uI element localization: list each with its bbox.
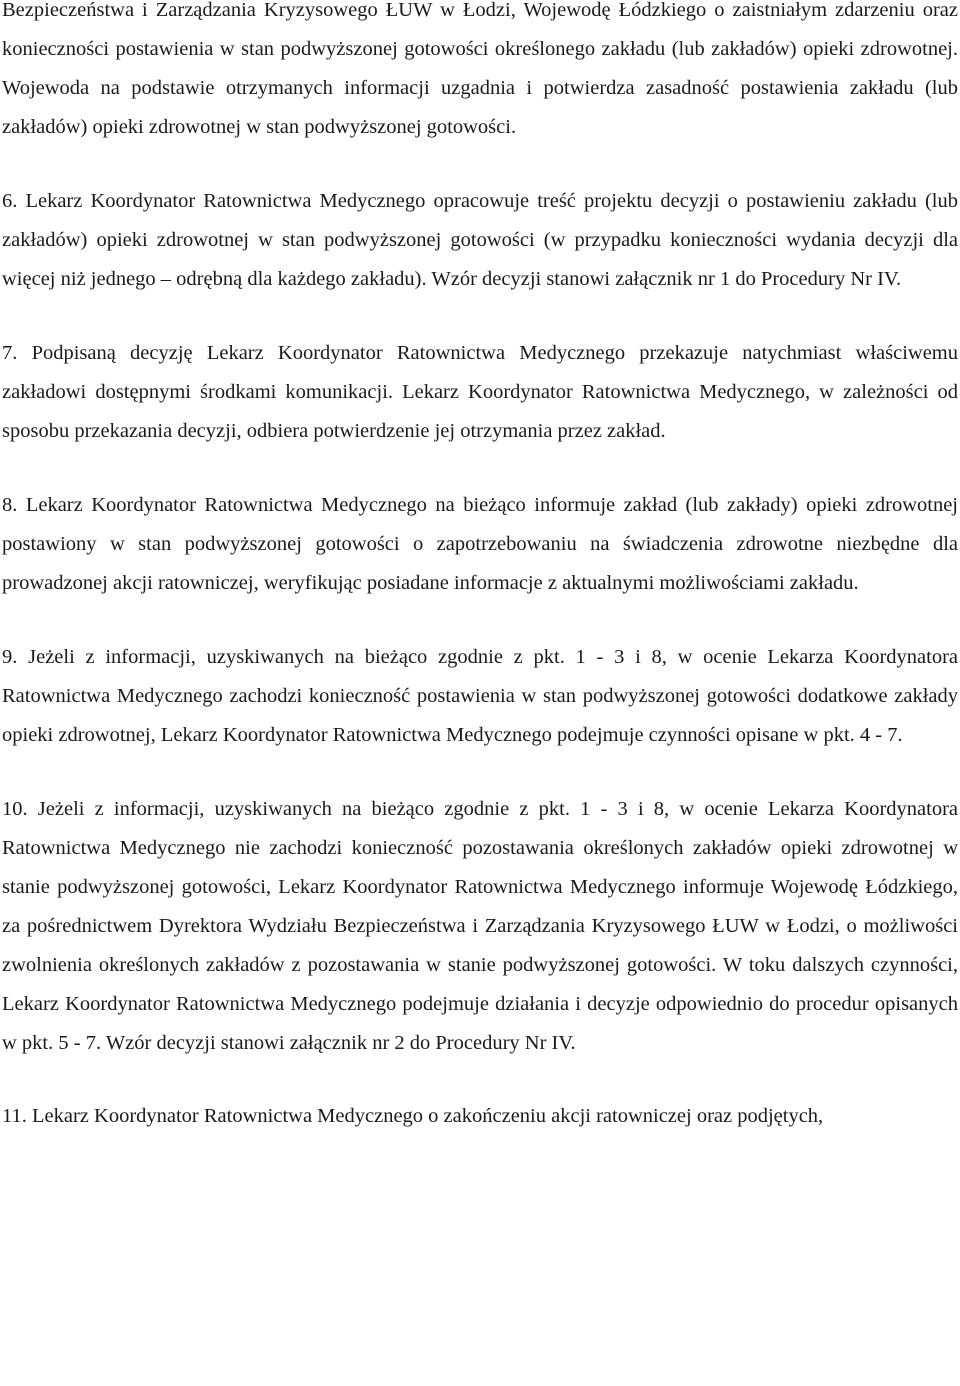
document-page bbox=[2, 0, 958, 1136]
paragraph-spacer bbox=[2, 603, 958, 638]
paragraph-spacer bbox=[2, 451, 958, 486]
paragraph-spacer bbox=[2, 755, 958, 790]
paragraph-continuation: Bezpieczeństwa i Zarządzania Kryzysowego ŁUW w Łodzi, Wojewodę Łódzkiego o zaistniałym zdarzeniu oraz konieczności postawienia w stan podwyższonej gotowości określonego zakładu (lub zakładów) opieki zdrowotnej. Wojewoda na podstawie otrzymanych informacji uzgadnia i potwierdza zasadność postawienia zakładu (lub zakładów) opieki zdrowotnej w stan podwyższonej gotowości. bbox=[2, 0, 958, 138]
paragraph-spacer bbox=[2, 1063, 958, 1097]
paragraph-spacer bbox=[2, 299, 958, 334]
paragraph-point-8: 8. Lekarz Koordynator Ratownictwa Medycznego na bieżąco informuje zakład (lub zakłady) opieki zdrowotnej postawiony w stan podwyższonej gotowości o zapotrzebowaniu na świadczenia zdrowotne niezbędne dla prowadzonej akcji ratowniczej, weryfikując posiadane informacje z aktualnymi możliwościami zakładu. bbox=[2, 494, 958, 594]
paragraph-point-9: 9. Jeżeli z informacji, uzyskiwanych na bieżąco zgodnie z pkt. 1 - 3 i 8, w ocenie Lekarza Koordynatora Ratownictwa Medycznego zachodzi konieczność postawienia w stan podwyższonej gotowości dodatkowe zakłady opieki zdrowotnej, Lekarz Koordynator Ratownictwa Medycznego podejmuje czynności opisane w pkt. 4 - 7. bbox=[2, 646, 958, 746]
paragraph-spacer bbox=[2, 147, 958, 182]
paragraph-point-6: 6. Lekarz Koordynator Ratownictwa Medycznego opracowuje treść projektu decyzji o postawieniu zakładu (lub zakładów) opieki zdrowotnej w stan podwyższonej gotowości (w przypadku konieczności wydania decyzji dla więcej niż jednego – odrębną dla każdego zakładu). Wzór decyzji stanowi załącznik nr 1 do Procedury Nr IV. bbox=[2, 190, 958, 290]
paragraph-point-10: 10. Jeżeli z informacji, uzyskiwanych na bieżąco zgodnie z pkt. 1 - 3 i 8, w ocenie Lekarza Koordynatora Ratownictwa Medycznego nie zachodzi konieczność pozostawania określonych zakładów opieki zdrowotnej w stanie podwyższonej gotowości, Lekarz Koordynator Ratownictwa Medycznego informuje Wojewodę Łódzkiego, za pośrednictwem Dyrektora Wydziału Bezpieczeństwa i Zarządzania Kryzysowego ŁUW w Łodzi, o możliwości zwolnienia określonych zakładów z pozostawania w stanie podwyższonej gotowości. W toku dalszych czynności, Lekarz Koordynator Ratownictwa Medycznego podejmuje działania i decyzje odpowiednio do procedur opisanych w pkt. 5 - 7. Wzór decyzji stanowi załącznik nr 2 do Procedury Nr IV. bbox=[2, 798, 958, 1054]
paragraph-point-7: 7. Podpisaną decyzję Lekarz Koordynator Ratownictwa Medycznego przekazuje natychmiast właściwemu zakładowi dostępnymi środkami komunikacji. Lekarz Koordynator Ratownictwa Medycznego, w zależności od sposobu przekazania decyzji, odbiera potwierdzenie jej otrzymania przez zakład. bbox=[2, 342, 958, 442]
paragraph-point-11: 11. Lekarz Koordynator Ratownictwa Medycznego o zakończeniu akcji ratowniczej oraz podjętych, bbox=[2, 1105, 824, 1127]
